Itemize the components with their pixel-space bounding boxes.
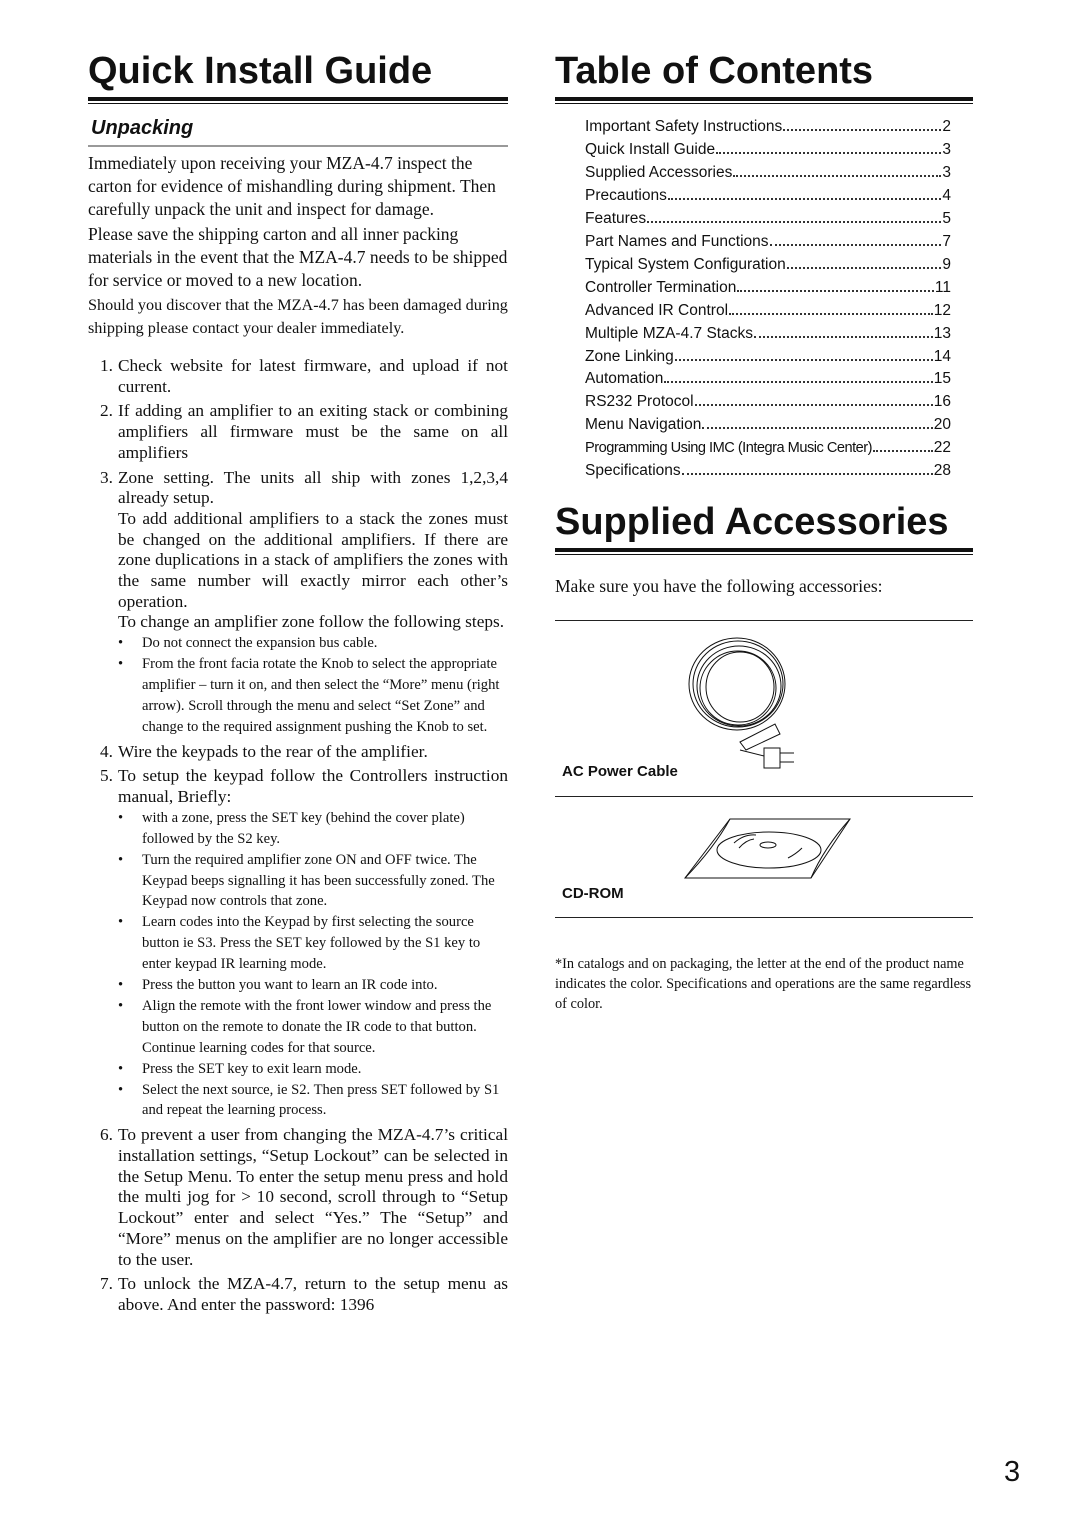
bullet-text: Press the button you want to learn an IR code into. — [142, 977, 438, 994]
paragraph: Immediately upon receiving your MZA-4.7 inspect the carton for evidence of mishandling during shipment. Then carefully unpack the unit and inspect for damage. — [88, 153, 496, 219]
toc-entry-page: 9 — [942, 255, 951, 273]
toc-entry[interactable] — [585, 460, 951, 483]
toc-entry-label: Zone Linking — [585, 347, 674, 365]
divider — [555, 917, 973, 918]
step-number: 2. — [100, 401, 113, 421]
paragraph: Should you discover that the MZA-4.7 has been damaged during shipping please contact your dealer immediately. — [88, 296, 508, 337]
toc-entry[interactable] — [585, 346, 951, 369]
toc-entry-page: 15 — [933, 370, 951, 388]
bullet-text: Select the next source, ie S2. Then press SET followed by S1 and repeat the learning process. — [142, 1081, 500, 1119]
toc-entry[interactable] — [585, 437, 951, 460]
bullet: • Learn codes into the Keypad by first selecting the source button ie S3. Press the SET key followed by the S1 key to enter keypad IR learning mode. — [118, 912, 508, 975]
bullet-text: Do not connect the expansion bus cable. — [142, 635, 378, 652]
bullet-text: From the front facia rotate the Knob to select the appropriate amplifier – turn it on, and then select the “More” menu (right arrow). Scroll through the menu and select “Set Zone” and change to the required assignment pushing the Knob to set. — [142, 656, 500, 735]
toc-entry[interactable] — [585, 391, 951, 414]
bullet-text: Turn the required amplifier zone ON and OFF twice. The Keypad beeps signalling it has been successfully zoned. The Keypad now controls that zone. — [142, 851, 495, 910]
toc-entry-label: Supplied Accessories — [585, 163, 733, 181]
step-text: If adding an amplifier to an exiting stack or combining amplifiers all firmware must be the same on all amplifiers — [118, 401, 508, 462]
step-line: Zone setting. The units all ship with zones 1,2,3,4 already setup. — [118, 467, 508, 508]
step-7 — [88, 1274, 508, 1315]
bullet: • Align the remote with the front lower window and press the button on the remote to donate the IR code to that button. Continue learning codes for that source. — [118, 996, 508, 1059]
unpacking-heading: Unpacking — [91, 117, 194, 139]
toc-entry[interactable] — [585, 323, 951, 346]
dot-leader — [702, 427, 932, 429]
toc-entry-page: 4 — [942, 186, 951, 204]
toc-rule — [555, 97, 973, 104]
page-title-quick-install: Quick Install Guide — [88, 50, 433, 92]
toc-entry-page: 7 — [942, 232, 951, 250]
toc-entry[interactable] — [585, 300, 951, 323]
bullet-text: Press the SET key to exit learn mode. — [142, 1060, 362, 1077]
step-number: 6. — [100, 1125, 113, 1145]
title-rule — [88, 97, 508, 104]
dot-leader — [729, 313, 933, 315]
toc-entry[interactable] — [585, 231, 951, 254]
toc-entry-page: 2 — [942, 118, 951, 135]
toc-entry-page: 3 — [942, 163, 951, 181]
dot-leader — [682, 473, 933, 475]
toc-entry-page: 11 — [934, 278, 951, 296]
step-number: 1. — [100, 356, 113, 375]
toc-entry-label: Automation — [585, 370, 664, 388]
toc-entry-label: RS232 Protocol — [585, 393, 694, 411]
toc-entry-label: Menu Navigation — [585, 416, 702, 434]
step-number: 7. — [100, 1274, 113, 1294]
dot-leader — [783, 129, 941, 131]
toc-entry-label: Specifications — [585, 462, 681, 480]
install-steps — [88, 356, 508, 1316]
step-3 — [88, 468, 508, 634]
dot-leader — [737, 290, 934, 292]
bullet-text: Align the remote with the front lower window and press the button on the remote to donate the IR code to that button. Continue learning codes for that source. — [142, 997, 492, 1056]
unpacking-rule — [88, 145, 508, 147]
dot-leader — [770, 244, 942, 246]
toc-entry-label: Precautions — [585, 186, 667, 204]
divider — [555, 620, 973, 621]
toc-entry-label: Features — [585, 209, 647, 227]
toc-entry-label: Programming Using IMC (Integra Music Center) — [585, 440, 872, 457]
toc-entry-page: 16 — [933, 393, 951, 411]
step-2 — [88, 401, 508, 463]
toc-entry-page: 3 — [942, 140, 951, 158]
bullet-text: Learn codes into the Keypad by first selecting the source button ie S3. Press the SET key followed by the S1 key to enter keypad IR learning mode. — [142, 914, 481, 973]
toc-entry-page: 5 — [942, 209, 951, 227]
bullet: • Press the SET key to exit learn mode. — [118, 1059, 508, 1080]
toc-entry-page: 20 — [933, 416, 951, 434]
dot-leader — [733, 175, 941, 177]
color-footnote: *In catalogs and on packaging, the letter at the end of the product name indicates the color. Specifications and operations are the same regardless of color. — [555, 956, 972, 1012]
dot-leader — [675, 359, 933, 361]
dot-leader — [873, 450, 933, 452]
step-number: 3. — [100, 467, 113, 487]
dot-leader — [668, 198, 942, 200]
step-number: 5. — [100, 766, 113, 786]
dot-leader — [695, 404, 933, 406]
divider — [555, 796, 973, 797]
toc-entry[interactable] — [585, 162, 951, 185]
step-text — [118, 468, 508, 634]
dot-leader — [716, 152, 941, 154]
bullet: • From the front facia rotate the Knob to select the appropriate amplifier – turn it on, and then select the “More” menu (right arrow). Scroll through the menu and select “Set Zone” and change to the required assignment pushing the Knob to set. — [118, 654, 508, 738]
dot-leader — [664, 381, 932, 383]
accessories-title: Supplied Accessories — [555, 501, 949, 543]
accessories-rule — [555, 548, 973, 555]
step-line: To change an amplifier zone follow the following steps. — [118, 612, 505, 632]
bullet: • with a zone, press the SET key (behind the cover plate) followed by the S2 key. — [118, 808, 508, 850]
step-text: To unlock the MZA-4.7, return to the setup menu as above. And enter the password: 1396 — [118, 1274, 508, 1314]
bullet: • Do not connect the expansion bus cable. — [118, 633, 508, 654]
toc-title: Table of Contents — [555, 50, 874, 92]
accessory-label-cd-rom: CD-ROM — [562, 885, 624, 902]
toc-list — [585, 116, 951, 483]
dot-leader — [647, 221, 941, 223]
step-1 — [88, 356, 508, 397]
toc-entry[interactable] — [585, 368, 951, 391]
toc-entry-page: 12 — [933, 301, 951, 319]
toc-entry[interactable] — [585, 185, 951, 208]
step-6 — [88, 1125, 508, 1270]
toc-entry-label: Typical System Configuration — [585, 255, 786, 273]
step-text: Wire the keypads to the rear of the amplifier. — [118, 741, 428, 761]
paragraph: Please save the shipping carton and all inner packing materials in the event that the MZA-4.7 needs to be shipped for service or moved to a new location. — [88, 224, 508, 290]
step-text: Check website for latest firmware, and upload if not current. — [118, 356, 508, 396]
toc-entry-label: Multiple MZA-4.7 Stacks — [585, 324, 753, 342]
bullet: • Press the button you want to learn an IR code into. — [118, 975, 508, 996]
toc-entry[interactable] — [585, 116, 951, 139]
accessories-intro: Make sure you have the following accessories: — [555, 576, 883, 596]
toc-entry-label: Advanced IR Control — [585, 301, 729, 319]
toc-entry[interactable] — [585, 414, 951, 437]
toc-entry[interactable] — [585, 254, 951, 277]
toc-entry-page: 28 — [933, 462, 951, 480]
dot-leader — [787, 267, 942, 269]
step-line: To add additional amplifiers to a stack the zones must be changed on the additional amplifiers. If there are zone duplications in a stack of amplifiers the zones with the same number will exactly mirror each other’s operation. — [118, 508, 508, 611]
dot-leader — [754, 336, 933, 338]
step-number: 4. — [100, 741, 113, 761]
toc-entry-page: 13 — [933, 324, 951, 342]
step-5 — [88, 766, 508, 807]
toc-entry-label: Part Names and Functions — [585, 232, 769, 250]
step-4 — [88, 742, 508, 763]
toc-entry[interactable] — [585, 208, 951, 231]
toc-entry[interactable] — [585, 139, 951, 162]
page-number: 3 — [1004, 1456, 1021, 1488]
toc-entry-page: 22 — [933, 439, 951, 457]
bullet: • Turn the required amplifier zone ON and OFF twice. The Keypad beeps signalling it has been successfully zoned. The Keypad now controls that zone. — [118, 850, 508, 913]
power-cable-icon — [680, 632, 810, 777]
bullet: • Select the next source, ie S2. Then press SET followed by S1 and repeat the learning process. — [118, 1080, 508, 1122]
bullet-text: with a zone, press the SET key (behind the cover plate) followed by the S2 key. — [142, 809, 465, 847]
toc-entry-label: Quick Install Guide — [585, 140, 716, 158]
unpacking-text — [88, 152, 508, 339]
toc-entry[interactable] — [585, 277, 951, 300]
accessory-label-ac-power-cable: AC Power Cable — [562, 763, 678, 780]
toc-entry-label: Controller Termination — [585, 278, 737, 296]
cd-rom-icon — [684, 818, 854, 880]
toc-entry-page: 14 — [933, 347, 951, 365]
step-text: To prevent a user from changing the MZA-4.7’s critical installation settings, “Setup Lockout” can be selected in the Setup Menu. To enter the setup menu press and hold the multi jog for > 10 second, scroll through to “Setup Lockout” enter and select “Yes.” The “Setup” and “More” menus on the amplifier are no longer accessible to the user. — [118, 1125, 508, 1269]
step-text: To setup the keypad follow the Controllers instruction manual, Briefly: — [118, 766, 508, 807]
toc-entry-label: Important Safety Instructions — [585, 118, 783, 135]
